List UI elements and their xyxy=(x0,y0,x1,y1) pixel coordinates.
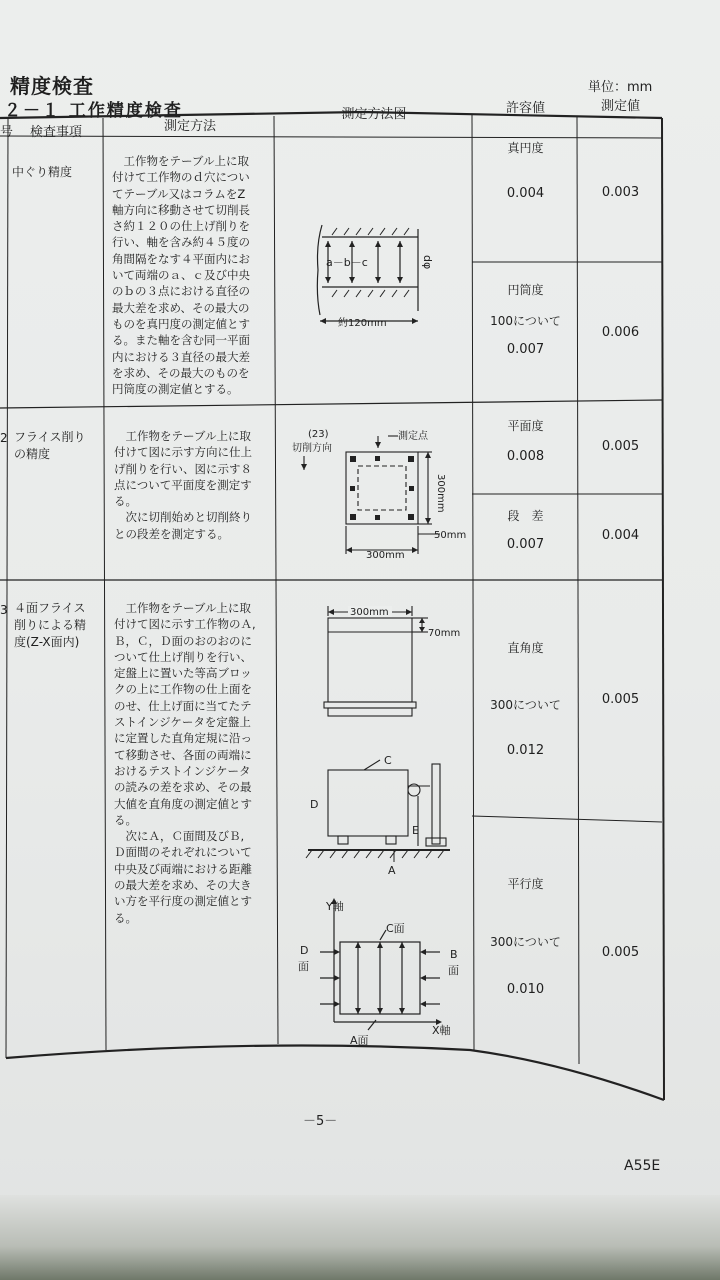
row1-method-line: のｂの３点における直径の xyxy=(112,284,250,299)
header-tolerance: 許容値 xyxy=(505,101,545,116)
row1-method-line: 付けて工作物のｄ穴につい xyxy=(112,170,250,185)
check-squareness-condition: 300について xyxy=(490,698,561,712)
check-roundness-measured: 0.003 xyxy=(601,185,640,200)
row3-method-line: て移動させ、各面の両端に xyxy=(114,747,252,762)
fig2-label-300h: 300mm xyxy=(366,550,405,561)
check-squareness-measured: 0.005 xyxy=(601,692,640,707)
row2-item xyxy=(14,429,102,463)
row1-method-line: 最大差を求め、その最大の xyxy=(112,300,250,315)
row2-method-line: との段差を測定する。 xyxy=(114,526,229,541)
row3-item-line: ４面フライス xyxy=(14,601,86,615)
check-parallelism-condition: 300について xyxy=(490,935,561,949)
boring-diagram xyxy=(300,215,440,335)
row1-method-line: る。また軸を含む同一平面 xyxy=(112,333,250,348)
check-roundness-name: 真円度 xyxy=(507,141,544,155)
row3-method-line: い方を平行度の測定値とす xyxy=(114,894,252,909)
header-figure: 測定方法図 xyxy=(341,107,407,122)
fig3-label-A: A xyxy=(388,864,396,877)
fig2-label-50: 50mm xyxy=(434,530,467,541)
row3-method-line: 付けて図に示す工作物のＡ, xyxy=(114,617,256,632)
row2-method-line: 次に切削始めと切削終り xyxy=(114,510,252,525)
fig3-label-D1: D xyxy=(300,944,309,957)
row1-method-line: 工作物をテーブル上に取 xyxy=(112,154,249,168)
fig2-label-23: (23) xyxy=(308,429,329,440)
check-cylindricity-tolerance: 0.007 xyxy=(506,342,545,357)
check-roundness-tolerance: 0.004 xyxy=(506,186,545,201)
document-code: A55E xyxy=(624,1158,661,1174)
fig1-label-d: dφ xyxy=(421,255,434,270)
check-squareness-name: 直角度 xyxy=(507,641,544,655)
row3-method-line: に定置した直角定規に沿っ xyxy=(114,731,252,746)
row1-method xyxy=(112,153,274,397)
check-cylindricity-name: 円筒度 xyxy=(507,283,544,297)
row2-method-line: げ削りを行い、図に示す８ xyxy=(114,461,252,476)
fig3-label-B1: B xyxy=(450,948,458,961)
row2-no: 2 xyxy=(0,431,8,445)
fig3-label-Aface: A面 xyxy=(350,1034,369,1047)
face-diagram xyxy=(290,896,470,1048)
fig2-label-point: 測定点 xyxy=(398,431,428,442)
fig3-label-D2: 面 xyxy=(298,960,309,973)
row3-method-line: Ｂ，Ｃ，Ｄ面のおのおのに xyxy=(114,633,252,648)
row2-method xyxy=(114,428,276,542)
fig3-label-B2: 面 xyxy=(448,964,459,977)
header-method: 測定方法 xyxy=(163,119,216,134)
row1-method-line: 行い、軸を含み約４５度の xyxy=(112,235,250,250)
row3-method-line: 次にＡ，Ｃ面間及びＢ, xyxy=(114,829,245,844)
unit-label: 単位：mm xyxy=(588,80,653,95)
row1-method-line: ものを真円度の測定値とす xyxy=(112,316,250,331)
fig1-label-abc: a－b－c xyxy=(326,256,368,269)
check-step-tolerance: 0.007 xyxy=(506,537,545,552)
header-no: 号 xyxy=(0,125,14,140)
row3-item xyxy=(14,600,104,651)
row3-method-line: る。 xyxy=(114,910,137,925)
fig3-label-E: E xyxy=(412,824,419,837)
row1-method-line: 円筒度の測定値とする。 xyxy=(112,382,239,397)
section-subtitle: ２－１ 工作精度検査 xyxy=(4,101,183,121)
fig1-label-len: 約120mm xyxy=(338,318,387,329)
row3-method-line: ついて仕上げ削りを行い、 xyxy=(114,649,252,664)
row3-method xyxy=(114,600,278,926)
row3-method-line: 中央及び両端における距離 xyxy=(114,861,252,876)
row2-method-line: 点について平面度を測定す xyxy=(114,477,252,492)
row2-method-line: る。 xyxy=(114,494,137,509)
fig2-label-direction: 切削方向 xyxy=(292,443,332,454)
desk-surface xyxy=(0,1195,720,1280)
fig3-label-X: X軸 xyxy=(432,1024,451,1037)
row1-item-line: 中ぐり精度 xyxy=(12,165,73,179)
row3-method-line: 定盤上に置いた等高ブロッ xyxy=(114,666,252,681)
check-step-name: 段 差 xyxy=(507,509,544,523)
check-flatness-tolerance: 0.008 xyxy=(506,449,545,464)
row1-method-line: てテーブル又はコラムをZ xyxy=(112,186,246,201)
workpiece-diagram xyxy=(318,604,468,724)
row3-method-line: クの上に工作物の仕上面を xyxy=(114,682,252,697)
row3-no: 3 xyxy=(0,603,8,617)
row2-method-line: 工作物をテーブル上に取 xyxy=(114,429,251,443)
milling-diagram xyxy=(288,422,468,562)
row3-item-line: 削りによる精 xyxy=(14,618,87,632)
row3-method-line: る。 xyxy=(114,812,137,827)
row2-method-line: 付けて図に示す方向に仕上 xyxy=(114,445,252,460)
indicator-setup-diagram xyxy=(300,750,460,878)
row3-method-line: の読みの差を求め、その最 xyxy=(114,780,252,795)
check-parallelism-tolerance: 0.010 xyxy=(506,982,545,997)
check-flatness-measured: 0.005 xyxy=(601,439,640,454)
row3-method-line: 大値を直角度の測定値とす xyxy=(114,796,252,811)
check-flatness-name: 平面度 xyxy=(507,419,544,433)
row1-method-line: さ約１２０の仕上げ削りを xyxy=(112,219,250,234)
row1-method-line: 角間隔をなす４平面内にお xyxy=(112,251,250,266)
check-cylindricity-condition: 100について xyxy=(490,314,561,328)
header-measured: 測定値 xyxy=(600,99,640,114)
row1-method-line: 軸方向に移動させて切削長 xyxy=(112,202,250,217)
page-number: －5－ xyxy=(303,1114,338,1129)
row1-method-line: を求め、その最大のものを xyxy=(112,365,250,380)
row3-method-line: おけるテストインジケータ xyxy=(114,763,251,778)
check-parallelism-name: 平行度 xyxy=(507,877,544,891)
row3-method-line: Ｄ面間のそれぞれについて xyxy=(114,845,252,860)
row3-method-line: のせ、仕上げ面に当てたテ xyxy=(114,698,252,713)
fig3-label-C: C xyxy=(384,754,392,767)
row3-item-line: 度(Z-X面内) xyxy=(14,635,80,649)
check-step-measured: 0.004 xyxy=(601,528,640,543)
row1-item xyxy=(12,164,102,181)
row3-method-line: の最大差を求め、その大き xyxy=(114,878,252,893)
row1-method-line: いて両端のａ、ｃ及び中央 xyxy=(112,268,250,283)
row3-method-line: ストインジケータを定盤上 xyxy=(114,715,251,730)
row2-item-line: の精度 xyxy=(14,447,51,461)
row2-item-line: フライス削り xyxy=(14,430,86,444)
row1-method-line: 内における３直径の最大差 xyxy=(112,349,250,364)
fig3-label-70: 70mm xyxy=(428,628,461,639)
header-item: 検査事項 xyxy=(29,125,82,140)
fig3-label-300: 300mm xyxy=(350,607,389,618)
check-cylindricity-measured: 0.006 xyxy=(601,325,640,340)
fig3-label-D: D xyxy=(310,798,319,811)
fig3-label-Y: Y軸 xyxy=(326,900,344,913)
check-squareness-tolerance: 0.012 xyxy=(506,743,545,758)
row3-method-line: 工作物をテーブル上に取 xyxy=(114,601,251,615)
document-title: 精度検査 xyxy=(10,74,94,98)
fig2-label-300v: 300mm xyxy=(435,474,446,513)
check-parallelism-measured: 0.005 xyxy=(601,945,640,960)
fig3-label-Cface: C面 xyxy=(386,922,405,935)
